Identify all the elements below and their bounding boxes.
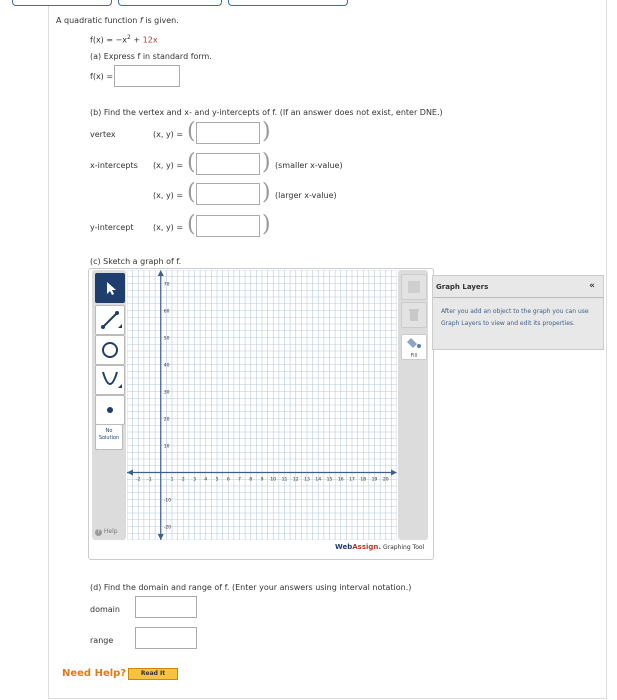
line-tool-button[interactable] [95,305,125,335]
circle-icon [96,336,124,364]
close-paren: ) [262,150,271,175]
collapse-icon[interactable]: « [589,281,595,291]
y-tick-label: 50 [163,336,170,342]
clear-icon [402,275,426,299]
y-tick-label: 40 [163,363,170,369]
x-int2-coord-label: (x, y) = [153,191,184,200]
part-c-prompt: (c) Sketch a graph of f. [90,257,182,266]
standard-form-input[interactable] [114,65,180,87]
x-tick-label: 2 [181,477,185,483]
graph-layers-text: After you add an object to the graph you can use Graph Layers to view and edit its properties. [441,308,589,327]
x-tick-label: 10 [270,477,277,483]
part-d-prompt: (d) Find the domain and range of f. (Enter your answers using interval notation.) [90,583,412,592]
y-int-coord-label: (x, y) = [153,223,184,232]
y-tick-label: 20 [163,417,170,423]
webassign-brand: WebAssign. Graphing Tool [335,543,425,551]
help-icon: ? [95,529,102,536]
vertex-input[interactable] [196,122,260,144]
vertex-coord-label: (x, y) = [153,130,184,139]
no-solution-button[interactable]: No Solution [95,424,123,450]
x-tick-label: 4 [204,477,208,483]
open-paren: ( [187,119,196,144]
x-tick-label: 16 [337,477,344,483]
smaller-x-note: (smaller x-value) [275,161,343,170]
y-intercept-label: y-intercept [90,223,134,232]
x-axis-arrow [127,470,133,476]
fill-label: Fill [410,353,418,359]
clear-all-button[interactable] [401,274,427,300]
top-tab[interactable] [118,0,222,6]
x-tick-label: 12 [292,477,299,483]
x-tick-label: 14 [315,477,322,483]
y-tick-label: -10 [163,498,172,504]
x-tick-label: 15 [326,477,333,483]
y-axis-arrow [158,270,164,276]
top-tab[interactable] [228,0,348,6]
point-icon [96,396,124,424]
delete-button[interactable] [401,302,427,328]
x-tick-label: 11 [281,477,288,483]
read-it-button[interactable]: Read It [128,668,178,680]
x-tick-label: 3 [193,477,196,483]
x-intercept-smaller-input[interactable] [196,153,260,175]
open-paren: ( [187,212,196,237]
x-tick-label: 5 [215,477,219,483]
x-tick-label: 20 [382,477,389,483]
coordinate-grid[interactable] [127,270,397,540]
y-tick-label: -20 [163,525,172,531]
x-tick-label: 18 [360,477,367,483]
pointer-icon [96,274,124,302]
x-int1-coord-label: (x, y) = [153,161,184,170]
close-paren: ) [262,212,271,237]
part-a-prompt: (a) Express f in standard form. [90,52,212,61]
x-tick-label: -1 [147,477,152,483]
x-tick-label: 7 [238,477,241,483]
domain-label: domain [90,605,120,614]
x-tick-label: 17 [349,477,355,483]
vertex-label: vertex [90,130,116,139]
fill-button[interactable] [401,334,427,360]
y-tick-label: 30 [163,390,170,396]
domain-input[interactable] [135,596,197,618]
x-tick-label: 6 [226,477,230,483]
x-intercepts-label: x-intercepts [90,161,138,170]
x-tick-label: 9 [260,477,264,483]
x-intercept-larger-input[interactable] [196,183,260,205]
range-input[interactable] [135,627,197,649]
parabola-icon [96,366,124,394]
x-tick-label: 13 [304,477,310,483]
x-tick-label: 1 [170,477,174,483]
graph-layers-panel [432,275,604,350]
fill-icon [402,335,426,351]
x-tick-label: 19 [371,477,378,483]
circle-tool-button[interactable] [95,335,125,365]
pointer-tool-button[interactable] [95,273,125,303]
top-tab[interactable] [12,0,112,6]
graph-layers-title: Graph Layers [436,283,489,291]
x-tick-label: 8 [249,477,253,483]
help-link[interactable]: ? Help [95,528,118,536]
part-a-label: f(x) = [90,72,114,81]
need-help-label: Need Help? [62,668,127,679]
close-paren: ) [262,180,271,205]
y-tick-label: 70 [163,282,170,288]
point-tool-button[interactable] [95,395,125,425]
close-paren: ) [262,119,271,144]
y-tick-label: 60 [163,309,170,315]
y-axis-arrow [158,534,164,540]
function-definition: $f(x) = -x^2 + 12x$ [90,34,158,45]
open-paren: ( [187,180,196,205]
y-tick-label: 10 [163,444,170,450]
parabola-tool-button[interactable] [95,365,125,395]
open-paren: ( [187,150,196,175]
larger-x-note: (larger x-value) [275,191,337,200]
line-icon [96,306,124,334]
part-b-prompt: (b) Find the vertex and x- and y-intercepts of f. (If an answer does not exist, enter DNE.) [90,108,443,117]
x-axis-arrow [391,470,397,476]
trash-icon [402,303,426,327]
x-tick-label: -2 [136,477,141,483]
intro-text: A quadratic function f is given. [56,16,179,25]
range-label: range [90,636,114,645]
y-intercept-input[interactable] [196,215,260,237]
